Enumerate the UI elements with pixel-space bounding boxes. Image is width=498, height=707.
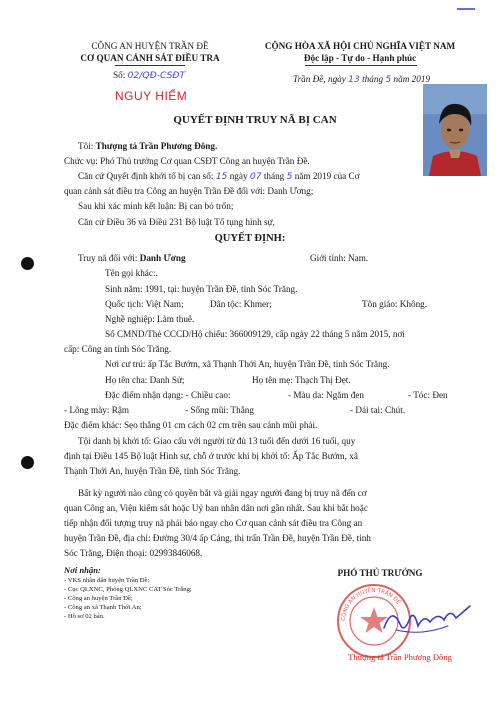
earlobe: - Dái tai: Chút. bbox=[350, 405, 406, 415]
alias: Tên gọi khác:. bbox=[105, 268, 158, 278]
date-thang: tháng bbox=[362, 74, 384, 84]
charge-line-1: Tội danh bị khởi tố: Giao cấu với người từ đủ 13 tuổi đến dưới 16 tuổi, quy bbox=[78, 436, 356, 446]
religion: Tôn giáo: Không. bbox=[362, 299, 428, 309]
document-number-value: 02/QĐ-CSĐT bbox=[127, 70, 186, 81]
notice-line-5: Sóc Trăng, Điện thoại: 02993846068. bbox=[64, 548, 203, 558]
recipient-item: - Hồ sơ 02 bản. bbox=[64, 613, 105, 620]
national-title: CỘNG HÒA XÃ HỘI CHỦ NGHĨA VIỆT NAM bbox=[264, 41, 456, 51]
charge-line-3: Thạnh Thới An, huyện Trần Đề, tỉnh Sóc Trăng. bbox=[64, 466, 241, 476]
basis-1-text-c: tháng bbox=[263, 171, 285, 181]
gender: Giới tính: Nam. bbox=[310, 253, 369, 263]
date-year: năm 2019 bbox=[393, 74, 431, 84]
corner-mark bbox=[457, 8, 475, 10]
seal-text: CÔNG AN HUYỆN TRẦN ĐỀ bbox=[340, 587, 402, 622]
agency-department: CƠ QUAN CẢNH SÁT ĐIỀU TRA bbox=[80, 53, 220, 63]
hair: - Tóc: Đen bbox=[408, 390, 448, 400]
danger-stamp: NGUY HIỂM bbox=[115, 89, 188, 103]
basis-line-2: quan cảnh sát điều tra Công an huyện Trần Đề đối với: Danh Ương; bbox=[64, 186, 314, 196]
notice-line-1: Bất kỳ người nào cũng có quyền bắt và giải ngay người đang bị truy nã đến cơ bbox=[78, 488, 367, 498]
other-features: Đặc điểm khác: Sẹo thẳng 01 cm cách 02 cm trên sau cánh mũi phải. bbox=[64, 420, 318, 430]
identification-height: Đặc điểm nhận dạng: - Chiều cao: bbox=[105, 390, 231, 400]
basis-line-1 bbox=[78, 171, 360, 182]
recipient-item: - Công an xã Thạnh Thới An; bbox=[64, 604, 142, 611]
birth-info: Sinh năm: 1991, tại: huyện Trần Đề, tỉnh Sóc Trăng. bbox=[105, 284, 298, 294]
notice-line-3: tiếp nhận đối tượng truy nã phải báo ngay cho Cơ quan cảnh sát điều tra Công an bbox=[64, 518, 363, 528]
skin-color: - Màu da: Ngăm đen bbox=[288, 390, 365, 400]
recipients-heading: Nơi nhận: bbox=[64, 565, 101, 575]
mother-name: Họ tên mẹ: Thạch Thị Đẹt. bbox=[252, 375, 351, 385]
punch-hole-bottom bbox=[21, 456, 34, 469]
nose-bridge: - Sống mũi: Thẳng bbox=[185, 405, 254, 415]
basis-1-text-a: Căn cứ Quyết định khởi tố bị can số: bbox=[78, 171, 214, 181]
charge-line-2: định tại Điều 145 Bộ luật Hình sự, chỗ ở trước khi bị khởi tố: Ấp Tắc Bướm, xã bbox=[64, 451, 358, 461]
nationality: Quốc tịch: Việt Nam; bbox=[105, 299, 184, 309]
notice-line-4: huyện Trần Đề, địa chỉ: Đường 30/4 ấp Cảng, thị trấn Trần Đề, huyện Trần Đề, tỉnh bbox=[64, 533, 371, 543]
suspect-portrait-image bbox=[423, 84, 487, 176]
national-motto: Độc lập - Tự do - Hạnh phúc bbox=[303, 53, 417, 63]
eyebrows: - Lông mày: Rậm bbox=[64, 405, 130, 415]
legal-basis-line: Căn cứ Điều 36 và Điều 231 Bộ luật Tố tụng hình sự, bbox=[78, 217, 275, 227]
suspect-photo bbox=[423, 84, 487, 176]
basis-1-number: 15 bbox=[215, 171, 228, 182]
father-name: Họ tên cha: Danh Sử; bbox=[105, 375, 185, 385]
ethnicity: Dân tộc: Khmer; bbox=[210, 299, 272, 309]
signer-name: Thượng tá Trần Phương Đông bbox=[348, 652, 452, 662]
id-card-line-2: cấp: Công an tỉnh Sóc Trăng. bbox=[64, 344, 172, 354]
basis-1-text-b: ngày bbox=[229, 171, 248, 181]
wanted-person-line bbox=[78, 253, 186, 263]
officer-name: Thượng tá Trần Phương Đông. bbox=[95, 141, 218, 151]
occupation: Nghề nghiệp: Làm thuê. bbox=[105, 314, 195, 324]
signer-role: PHÓ THỦ TRƯỞNG bbox=[337, 568, 423, 578]
document-number-label: Số: bbox=[113, 70, 126, 80]
officer-label: Tôi: bbox=[78, 141, 94, 151]
punch-hole-top bbox=[21, 257, 34, 270]
document-number bbox=[113, 70, 185, 81]
recipient-item: - Cục QLXNC, Phòng QLXNC CAT Sóc Trăng; bbox=[64, 586, 192, 593]
date-month: 5 bbox=[385, 74, 392, 85]
document-title: QUYẾT ĐỊNH TRUY NÃ BỊ CAN bbox=[173, 114, 337, 126]
verification-line: Sau khi xác minh kết luận: Bị can bỏ trốn; bbox=[78, 201, 234, 211]
date-place: Trần Đề, bbox=[293, 74, 326, 84]
officer-line bbox=[78, 141, 217, 151]
header-right-underline bbox=[305, 65, 417, 66]
notice-line-2: quan Công an, Viện kiểm sát hoặc Uỷ ban nhân dân nơi gần nhất. Sau khi bắt hoặc bbox=[64, 503, 368, 513]
basis-1-text-d: năm 2019 của Cơ bbox=[294, 171, 360, 181]
date-ngay: ngày bbox=[327, 74, 346, 84]
header-left-underline bbox=[115, 65, 185, 66]
residence: Nơi cư trú: ấp Tắc Bướm, xã Thạnh Thới An, huyện Trần Đề, tỉnh Sóc Trăng. bbox=[105, 359, 390, 369]
decision-heading: QUYẾT ĐỊNH: bbox=[214, 233, 286, 244]
date-day: 13 bbox=[348, 74, 360, 85]
recipient-item: - Công an huyện Trần Đề; bbox=[64, 595, 133, 602]
basis-1-day: 07 bbox=[249, 171, 262, 182]
agency-name: CÔNG AN HUYỆN TRẦN ĐỀ bbox=[91, 41, 209, 51]
handwritten-signature bbox=[378, 600, 478, 640]
recipient-item: - VKS nhân dân huyện Trần Đề; bbox=[64, 577, 150, 584]
id-card-line-1: Số CMND/Thẻ CCCD/Hộ chiếu: 366009129, cấp ngày 22 tháng 5 năm 2015, nơi bbox=[105, 329, 405, 339]
wanted-label: Truy nã đối với: bbox=[78, 253, 138, 263]
document-date bbox=[293, 74, 430, 85]
wanted-name: Danh Ương bbox=[139, 253, 186, 263]
basis-1-month: 5 bbox=[286, 171, 293, 182]
officer-position: Chức vụ: Phó Thủ trưởng Cơ quan CSĐT Công an huyện Trần Đề. bbox=[64, 156, 310, 166]
